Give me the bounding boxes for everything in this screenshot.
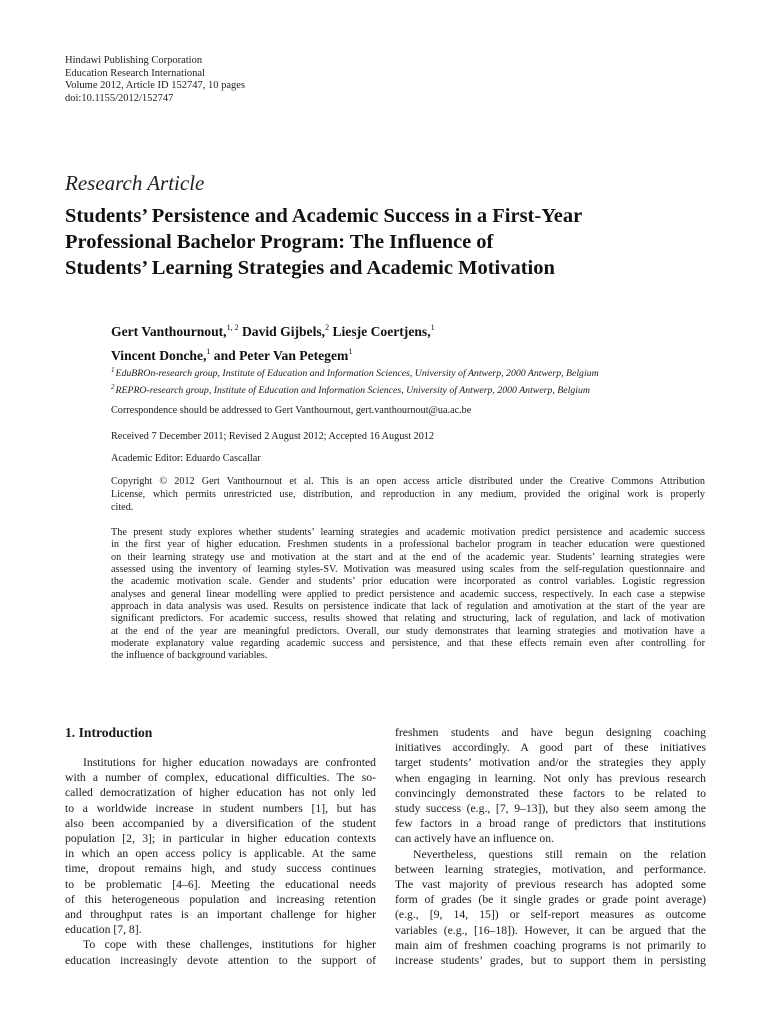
text-line: moderate explanatory value regarding academic success and persistence, and that these effects remain even after controlling for — [111, 638, 705, 650]
article-title — [65, 203, 705, 281]
author-list — [111, 318, 435, 366]
author-affil-sup: 2 — [325, 323, 330, 332]
academic-editor: Academic Editor: Eduardo Cascallar — [111, 453, 261, 464]
title-line: Professional Bachelor Program: The Influence of — [65, 231, 494, 253]
title-line: Students’ Learning Strategies and Academic Motivation — [65, 257, 555, 279]
author-name: Liesje Coertjens, — [329, 324, 431, 339]
affiliation-sup: 1 — [111, 366, 115, 374]
text-line: significant predictors. For academic success, results showed that relating and structuring, lack of regulation, and lack of motivation — [111, 613, 705, 625]
text-line: with a number of complex, educational difficulties. The so- — [65, 771, 376, 785]
text-line: target students’ motivation and/or the strategies they apply — [395, 756, 706, 770]
text-line: Institutions for higher education nowadays are confronted — [83, 756, 376, 769]
copyright-line: License, which permits unrestricted use, distribution, and reproduction in any medium, provided the original work is properly — [111, 489, 705, 500]
text-line: of this heterogeneous population and increasing retention — [65, 892, 376, 906]
author-affil-sup: 1 — [430, 323, 435, 332]
text-line: analyses and general linear modelling were applied to predict persistence and academic success, respectively. In each case a stepwise — [111, 588, 705, 600]
affiliation — [111, 364, 599, 381]
text-line: also been accompanied by a diversification of the student — [65, 816, 376, 830]
text-line: form of grades (be it single grades or grade point average) — [395, 893, 706, 907]
body-column-right — [395, 725, 706, 968]
abstract — [111, 527, 705, 663]
text-line: few factors in a broad range of predictors that institutions — [395, 817, 706, 831]
author-affil-sup: 1 — [206, 347, 211, 356]
copyright-line: Copyright © 2012 Gert Vanthournout et al. This is an open access article distributed under the Creative Commons Attribution — [111, 476, 705, 487]
text-line: in which an open access policy is applicable. At the same — [65, 847, 376, 861]
author-name: Gert Vanthournout, — [111, 324, 227, 339]
body-column-left — [65, 755, 376, 968]
text-line: Nevertheless, questions still remain on the relation — [413, 847, 706, 861]
doi-link[interactable]: doi:10.1155/2012/152747 — [65, 92, 174, 104]
text-line: called democratization of higher education has not only led — [65, 786, 376, 800]
text-line: assessed using the inventory of learning styles-SV. Motivation was measured using scales from the self-regulation questionnaire and — [111, 564, 705, 576]
text-line: approach in data analysis was used. Results on persistence indicate that lack of regulation and amotivation at the start of the year are — [111, 601, 705, 613]
author-line — [111, 318, 435, 342]
journal-header — [65, 55, 245, 105]
title-line: Students’ Persistence and Academic Success in a First-Year — [65, 205, 583, 227]
text-line: to be problematic [4–6]. Meeting the educational needs — [65, 877, 376, 891]
volume-info: Volume 2012, Article ID 152747, 10 pages — [65, 80, 246, 91]
text-line: convincingly demonstrated these factors to be related to — [395, 786, 706, 800]
text-line: The present study explores whether students’ learning strategies and academic motivation predict persistence and academic success — [111, 527, 705, 538]
text-line: can actively have an influence on. — [395, 832, 555, 846]
text-line: and throughput rates is an important challenge for higher — [65, 908, 376, 922]
article-dates: Received 7 December 2011; Revised 2 August 2012; Accepted 16 August 2012 — [111, 431, 435, 442]
text-line: when engaging in learning. Not only has previous research — [395, 771, 706, 785]
section-heading: 1. Introduction — [65, 725, 153, 740]
author-affil-sup: 1, 2 — [226, 323, 239, 332]
text-line: study success (e.g., [7, 9–13]), but they also seem among the — [395, 802, 706, 816]
copyright-notice — [111, 475, 705, 514]
affiliation-text: EduBROn-research group, Institute of Education and Information Sciences, University of Antwerp, 2000 Antwerp, Belgium — [115, 368, 599, 379]
text-line: variables (e.g., [16–18]). However, it can be argued that the — [395, 923, 706, 937]
author-affil-sup: 1 — [348, 347, 353, 356]
publisher-name: Hindawi Publishing Corporation — [65, 55, 203, 66]
author-line — [111, 342, 435, 366]
text-line: population [2, 3]; in particular in higher education contexts — [65, 832, 376, 846]
text-line: at the end of the year are meaningful predictors. Overall, our study demonstrates that learning strategies and motivation have a — [111, 625, 705, 637]
text-line: education [7, 8]. — [65, 923, 142, 937]
text-line: in the first year of higher education. Freshmen students in a professional bachelor program in teacher education were questioned — [111, 539, 705, 551]
journal-name: Education Research International — [65, 67, 205, 79]
affiliation-sup: 2 — [111, 382, 115, 391]
text-line: to a worldwide increase in student numbers [1], but has — [65, 801, 376, 815]
author-name: and Peter Van Petegem — [210, 348, 349, 363]
text-line: To cope with these challenges, institutions for higher — [83, 938, 376, 952]
article-type: Research Article — [65, 171, 205, 195]
copyright-line: cited. — [111, 502, 134, 513]
affiliation-text: REPRO-research group, Institute of Education and Information Sciences, University of Antwerp, 2000 Antwerp, Belgium — [115, 384, 590, 396]
text-line: freshmen students and have begun designing coaching — [395, 726, 706, 739]
author-name: Vincent Donche, — [111, 348, 207, 363]
text-line: on their learning strategy use and motivation at the start and at the end of the academic year. Students’ learning strategies were — [111, 551, 705, 563]
text-line: time, dropout remains high, and study success continues — [65, 862, 376, 876]
affiliations — [111, 364, 599, 397]
text-line: the influence of background variables. — [111, 650, 268, 662]
affiliation — [111, 381, 599, 398]
text-line: initiatives accordingly. A good part of these initiatives — [395, 741, 706, 755]
author-name: David Gijbels, — [238, 324, 326, 339]
text-line: main aim of freshmen coaching programs is not primarily to — [395, 938, 706, 952]
correspondence: Correspondence should be addressed to Gert Vanthournout, gert.vanthournout@ua.ac.be — [111, 405, 472, 416]
text-line: education increasingly devote attention to the support of — [65, 953, 376, 967]
text-line: (e.g., [9, 14, 15]) or self-report measures as outcome — [395, 908, 706, 922]
text-line: The vast majority of previous research has adopted some — [395, 878, 706, 892]
text-line: the academic motivation scale. Gender and students’ prior education were incorporated as control variables. Logistic regression — [111, 576, 705, 588]
text-line: increase students’ grades, but to support them in persisting — [395, 954, 706, 968]
text-line: between learning strategies, motivation, and performance. — [395, 862, 706, 876]
